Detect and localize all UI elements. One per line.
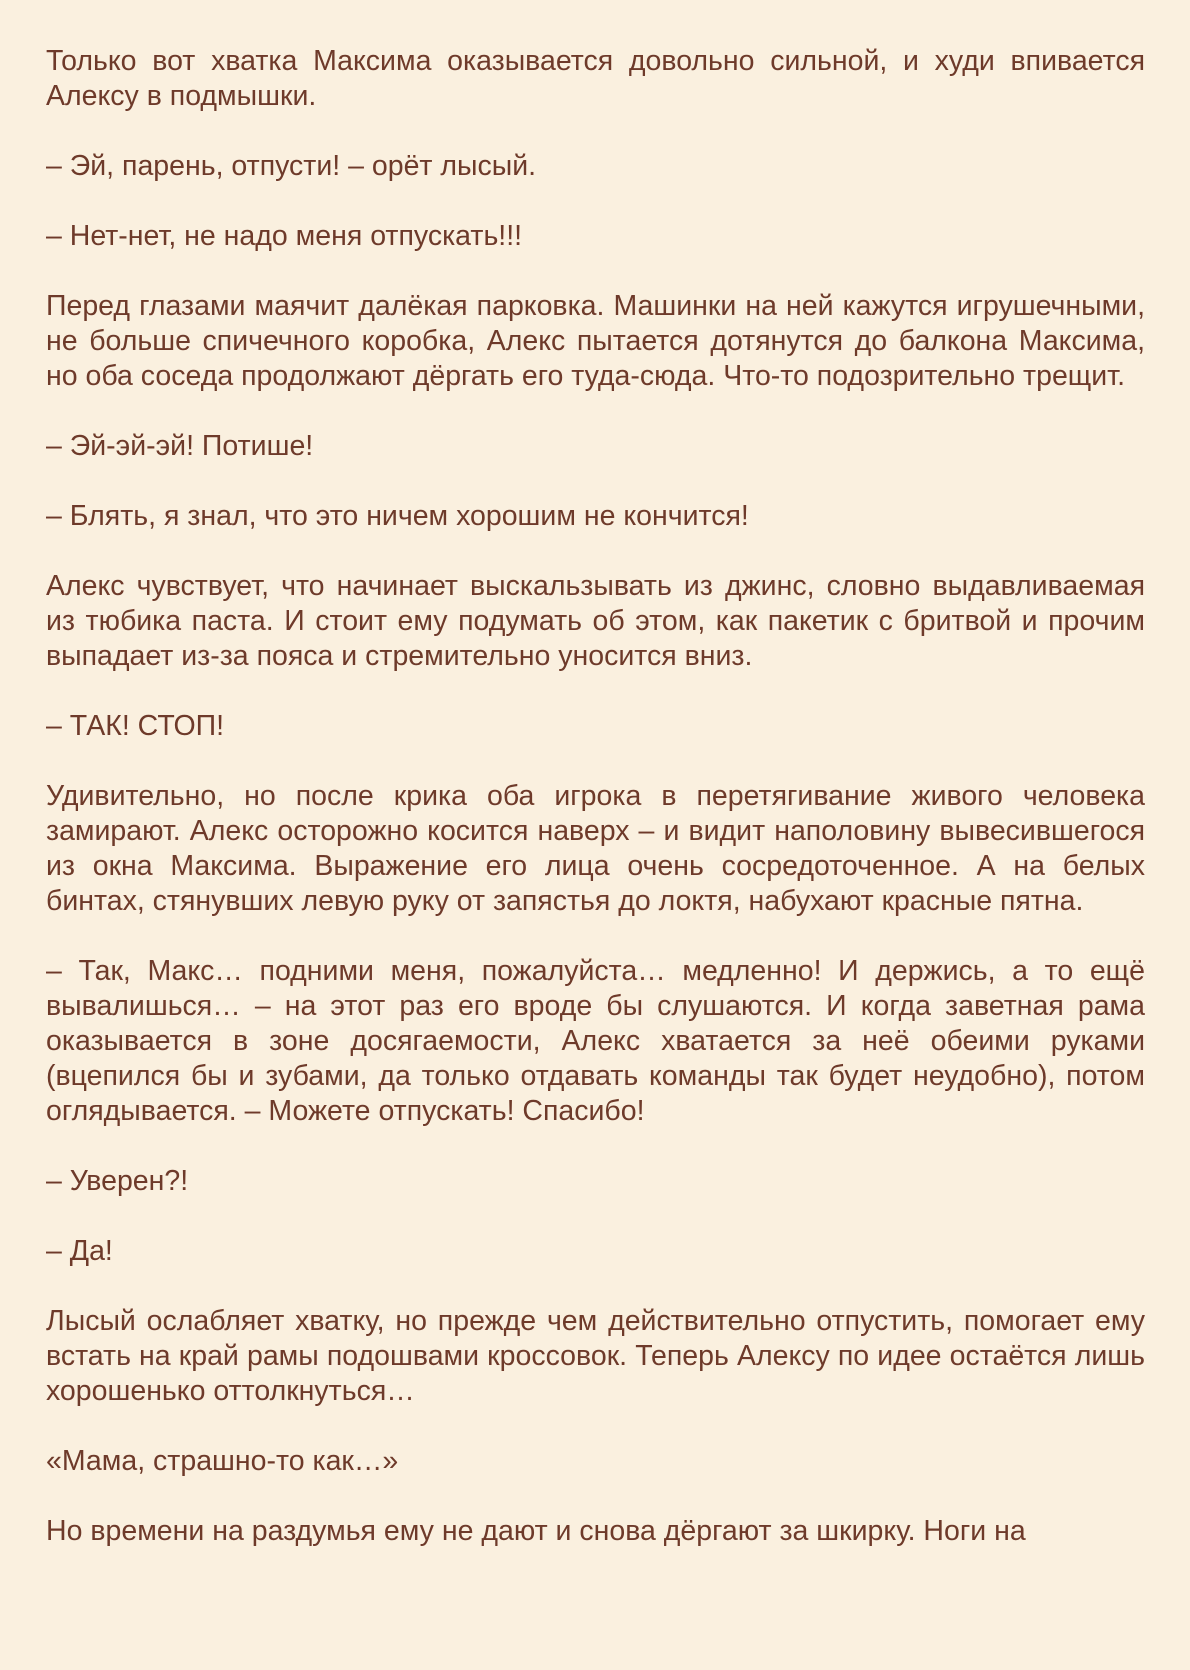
paragraph-7: Алекс чувствует, что начинает выскальзывать из джинс, словно выдавливаемая из тюбика паста. И стоит ему подумать об этом, как пакетик с бритвой и прочим выпадает из-за пояса и стремительно уносится вниз.	[46, 570, 1145, 672]
paragraph-6: – Блять, я знал, что это ничем хорошим не кончится!	[46, 500, 749, 532]
paragraph-4: Перед глазами маячит далёкая парковка. Машинки на ней кажутся игрушечными, не больше спичечного коробка, Алекс пытается дотянутся до балкона Максима, но оба соседа продолжают дёргать его туда-сюда. Что-то подозрительно трещит.	[46, 290, 1145, 392]
paragraph-10: – Так, Макс… подними меня, пожалуйста… медленно! И держись, а то ещё вывалишься… – на этот раз его вроде бы слушаются. И когда заветная рама оказывается в зоне досягаемости, Алекс хватается за неё обеими руками (вцепился бы и зубами, да только отдавать команды так будет неудобно), потом оглядывается. – Можете отпускать! Спасибо!	[46, 955, 1145, 1127]
paragraph-1: Только вот хватка Максима оказывается довольно сильной, и худи впивается Алексу в подмышки.	[46, 45, 1145, 112]
paragraph-5: – Эй-эй-эй! Потише!	[46, 430, 314, 462]
paragraph-15: Но времени на раздумья ему не дают и снова дёргают за шкирку. Ноги на	[46, 1515, 1026, 1547]
paragraph-2: – Эй, парень, отпусти! – орёт лысый.	[46, 150, 537, 182]
paragraph-3: – Нет-нет, не надо меня отпускать!!!	[46, 220, 523, 252]
paragraph-9: Удивительно, но после крика оба игрока в перетягивание живого человека замирают. Алекс осторожно косится наверх – и видит наполовину вывесившегося из окна Максима. Выражение его лица очень сосредоточенное. А на белых бинтах, стянувших левую руку от запястья до локтя, набухают красные пятна.	[46, 780, 1145, 917]
paragraph-11: – Уверен?!	[46, 1165, 189, 1197]
paragraph-12: – Да!	[46, 1235, 113, 1267]
paragraph-14: «Мама, страшно-то как…»	[46, 1445, 399, 1477]
paragraph-13: Лысый ослабляет хватку, но прежде чем действительно отпустить, помогает ему встать на край рамы подошвами кроссовок. Теперь Алексу по идее остаётся лишь хорошенько оттолкнуться…	[46, 1305, 1145, 1407]
paragraph-8: – ТАК! СТОП!	[46, 710, 225, 742]
